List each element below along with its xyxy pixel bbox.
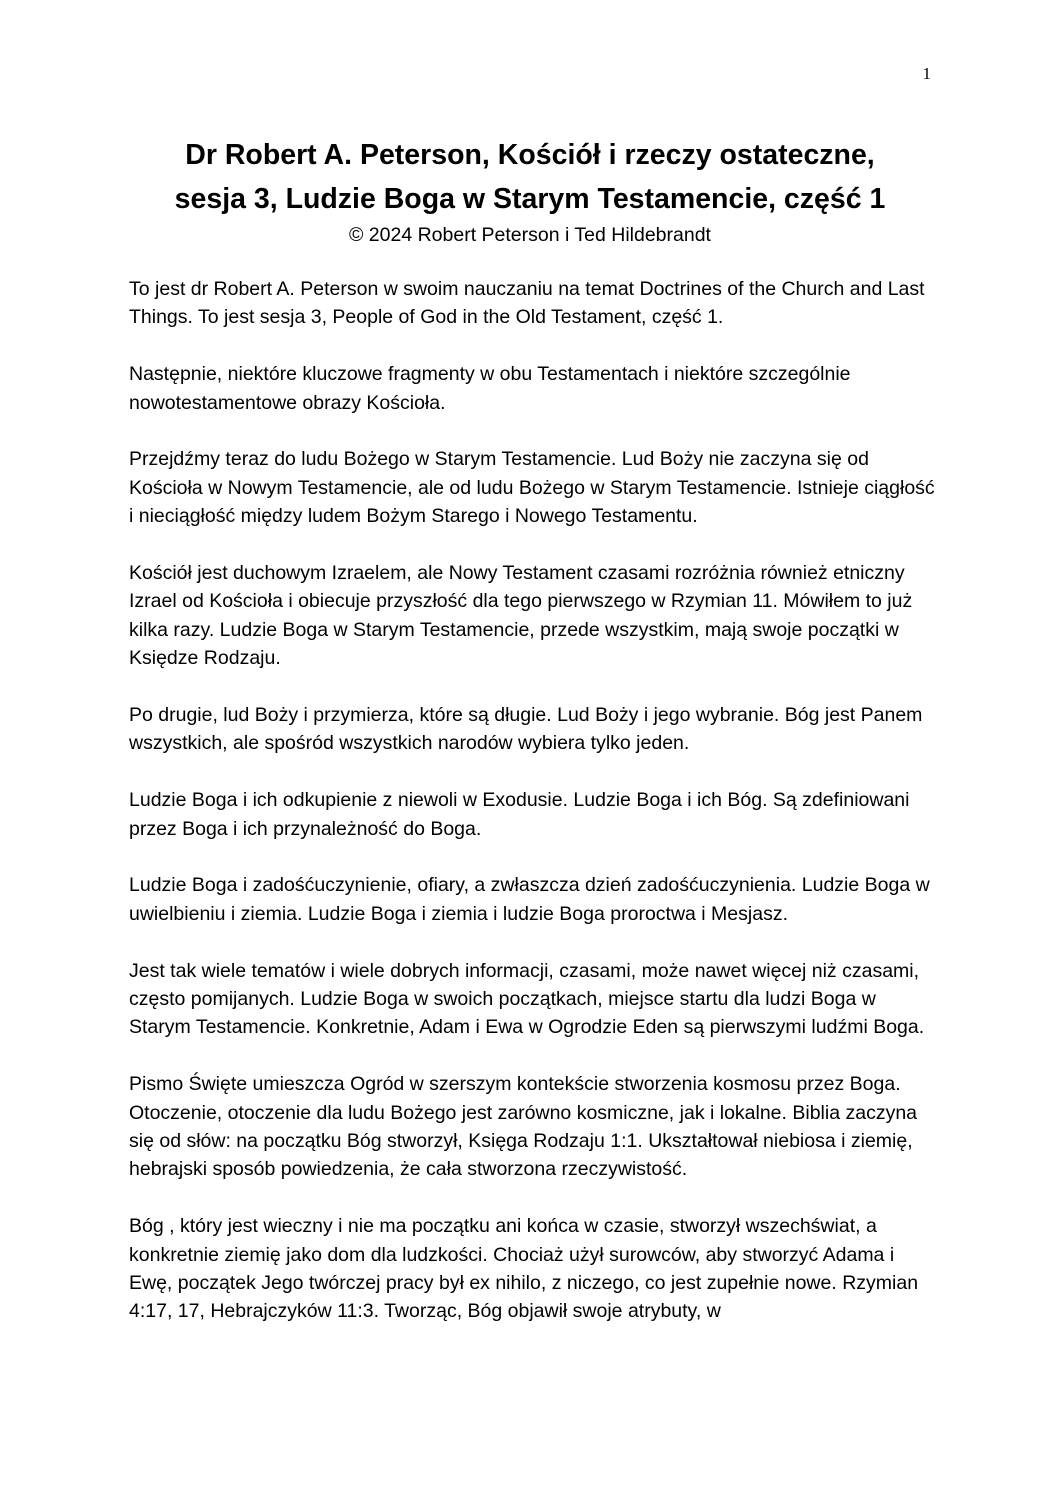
paragraph: Następnie, niektóre kluczowe fragmenty w obu Testamentach i niektóre szczególnie nowotestamentowe obrazy Kościoła.: [129, 363, 851, 414]
paragraph: Ludzie Boga i zadośćuczynienie, ofiary, a zwłaszcza dzień zadośćuczynienia. Ludzie Boga w uwielbieniu i ziemia. Ludzie Boga i ziemia i ludzie Boga proroctwa i Mesjasz.: [129, 874, 930, 925]
paragraph: Jest tak wiele tematów i wiele dobrych informacji, czasami, może nawet więcej niż czasami, często pomijanych. Ludzie Boga w swoich początkach, miejsce startu dla ludzi Boga w Starym Testamencie. Konkretnie, Adam i Ewa w Ogrodzie Eden są pierwszymi ludźmi Boga.: [129, 959, 925, 1039]
document-body: [129, 275, 941, 1354]
paragraph: Bóg , który jest wieczny i nie ma początku ani końca w czasie, stworzył wszechświat, a konkretnie ziemię jako dom dla ludzkości. Chociaż użył surowców, aby stworzyć Adama i Ewę, początek Jego twórczej pracy był ex nihilo, z niczego, co jest zupełnie nowe. Rzymian 4:17, 17, Hebrajczyków 11:3. Tworząc, Bóg objawił swoje atrybuty, w: [129, 1215, 919, 1323]
paragraph: Przejdźmy teraz do ludu Bożego w Starym Testamencie. Lud Boży nie zaczyna się od Kościoła w Nowym Testamencie, ale od ludu Bożego w Starym Testamencie. Istnieje ciągłość i nieciągłość między ludem Bożym Starego i Nowego Testamentu.: [129, 448, 935, 528]
copyright-line: © 2024 Robert Peterson i Ted Hildebrandt: [349, 224, 711, 246]
paragraph: Ludzie Boga i ich odkupienie z niewoli w Exodusie. Ludzie Boga i ich Bóg. Są zdefiniowani przez Boga i ich przynależność do Boga.: [129, 789, 910, 840]
page-number: 1: [922, 64, 931, 83]
title-line-1: Dr Robert A. Peterson, Kościół i rzeczy ostateczne,: [185, 139, 875, 171]
document-title: [100, 133, 960, 221]
paragraph: To jest dr Robert A. Peterson w swoim nauczaniu na temat Doctrines of the Church and Last Things. To jest sesja 3, People of God in the Old Testament, część 1.: [129, 278, 925, 329]
title-line-2: sesja 3, Ludzie Boga w Starym Testamencie, część 1: [174, 183, 886, 215]
paragraph: Kościół jest duchowym Izraelem, ale Nowy Testament czasami rozróżnia również etniczny Izrael od Kościoła i obiecuje przyszłość dla tego pierwszego w Rzymian 11. Mówiłem to już kilka razy. Ludzie Boga w Starym Testamencie, przede wszystkim, mają swoje początki w Księdze Rodzaju.: [129, 562, 913, 670]
paragraph: Pismo Święte umieszcza Ogród w szerszym kontekście stworzenia kosmosu przez Boga. Otoczenie, otoczenie dla ludu Bożego jest zarówno kosmiczne, jak i lokalne. Biblia zaczyna się od słów: na początku Bóg stworzył, Księga Rodzaju 1:1. Ukształtował niebiosa i ziemię, hebrajski sposób powiedzenia, że cała stworzona rzeczywistość.: [129, 1073, 918, 1181]
paragraph: Po drugie, lud Boży i przymierza, które są długie. Lud Boży i jego wybranie. Bóg jest Panem wszystkich, ale spośród wszystkich narodów wybiera tylko jeden.: [129, 704, 923, 755]
